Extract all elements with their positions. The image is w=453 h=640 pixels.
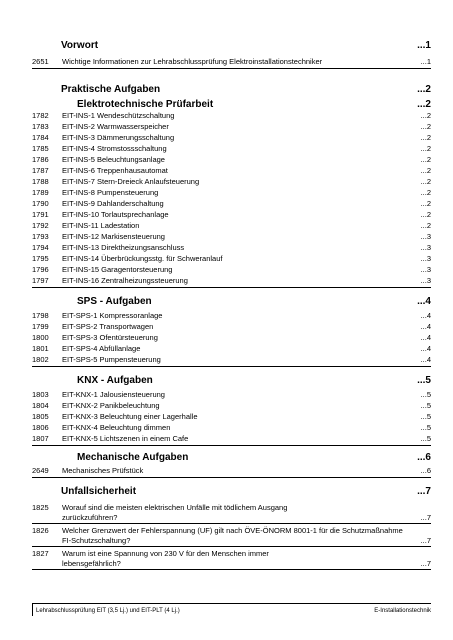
item-title: EIT-INS-13 Direktheizungsanschluss [62,243,185,252]
divider [32,68,431,69]
item-title: EIT-INS-12 Markisensteuerung [62,232,165,241]
item-page: ...4 [420,311,431,320]
question-line-2: FI-Schutzschaltung? [62,536,131,545]
section-page: ...4 [417,296,431,307]
item-page: ...5 [420,390,431,399]
section-title: Praktische Aufgaben [61,84,161,95]
item-number: 1787 [32,166,49,175]
question-line-2: lebensgefährlich? [62,559,121,568]
item-title: EIT-INS-3 Dämmerungsschaltung [62,133,175,142]
item-title: Wichtige Informationen zur Lehrabschlussprüfung Elektroinstallationstechniker [62,57,323,66]
item-number: 1800 [32,333,49,342]
divider [32,445,431,446]
item-title: EIT-INS-10 Torlautsprechanlage [62,210,169,219]
item-title: EIT-INS-16 Zentralheizungssteuerung [62,276,188,285]
item-number: 1795 [32,254,49,263]
item-number: 1796 [32,265,49,274]
item-page: ...1 [420,57,431,66]
item-page: ...2 [420,221,431,230]
footer-subject: E-Installationstechnik [374,608,431,614]
item-page: ...2 [420,177,431,186]
item-number: 1827 [32,549,49,558]
item-number: 1790 [32,199,49,208]
item-number: 1783 [32,122,49,131]
item-number: 1801 [32,344,49,353]
item-number: 1798 [32,311,49,320]
item-number: 1799 [32,322,49,331]
item-page: ...4 [420,344,431,353]
item-title: EIT-INS-2 Warmwasserspeicher [62,122,169,131]
item-title: EIT-INS-8 Pumpensteuerung [62,188,159,197]
item-number: 1793 [32,232,49,241]
item-number: 1788 [32,177,49,186]
item-title: EIT-KNX-1 Jalousiensteuerung [62,390,165,399]
item-title: EIT-KNX-4 Beleuchtung dimmen [62,423,171,432]
item-page: ...7 [420,536,431,545]
item-page: ...6 [420,466,431,475]
item-number: 1792 [32,221,49,230]
item-page: ...2 [420,111,431,120]
item-page: ...4 [420,355,431,364]
item-title: EIT-INS-5 Beleuchtungsanlage [62,155,165,164]
item-number: 1786 [32,155,49,164]
item-title: EIT-INS-15 Garagentorsteuerung [62,265,173,274]
question-line-1: Warum ist eine Spannung von 230 V für den Menschen immer [62,549,269,558]
item-title: Mechanisches Prüfstück [62,466,144,475]
page-footer [32,603,431,616]
item-number: 1807 [32,434,49,443]
item-number: 1789 [32,188,49,197]
item-page: ...2 [420,199,431,208]
section-page: ...5 [417,375,431,386]
section-title: SPS - Aufgaben [77,296,152,307]
item-title: EIT-INS-11 Ladestation [62,221,140,230]
divider [32,546,431,547]
item-page: ...2 [420,122,431,131]
item-number: 1806 [32,423,49,432]
item-number: 2651 [32,57,49,66]
question-line-1: Welcher Grenzwert der Fehlerspannung (UF) gilt nach ÖVE-ÖNORM 8001-1 für die Schutzmaßnahme [62,526,403,535]
item-title: EIT-KNX-5 Lichtszenen in einem Cafe [62,434,189,443]
section-title: Vorwort [61,40,99,51]
item-title: EIT-INS-7 Stern-Dreieck Anlaufsteuerung [62,177,200,186]
item-title: EIT-SPS-2 Transportwagen [62,322,154,331]
item-title: EIT-INS-6 Treppenhausautomat [62,166,168,175]
item-page: ...3 [420,265,431,274]
item-title: EIT-INS-1 Wendeschützschaltung [62,111,175,120]
item-title: EIT-SPS-4 Abfüllanlage [62,344,141,353]
item-number: 1805 [32,412,49,421]
item-title: EIT-INS-9 Dahlanderschaltung [62,199,164,208]
item-title: EIT-KNX-3 Beleuchtung einer Lagerhalle [62,412,198,421]
item-page: ...3 [420,276,431,285]
item-page: ...5 [420,412,431,421]
item-title: EIT-SPS-3 Ofentürsteuerung [62,333,158,342]
divider [32,366,431,367]
item-number: 1797 [32,276,49,285]
item-title: EIT-SPS-5 Pumpensteuerung [62,355,161,364]
divider [32,523,431,524]
item-number: 1782 [32,111,49,120]
item-page: ...2 [420,144,431,153]
item-page: ...2 [420,210,431,219]
item-page: ...2 [420,133,431,142]
item-page: ...3 [420,232,431,241]
item-title: EIT-INS-4 Stromstossschaltung [62,144,167,153]
item-number: 1825 [32,503,49,512]
item-page: ...2 [420,166,431,175]
item-number: 1804 [32,401,49,410]
item-page: ...2 [420,188,431,197]
section-page: ...7 [417,486,431,497]
item-page: ...7 [420,513,431,522]
section-title: Mechanische Aufgaben [77,452,189,463]
question-line-2: zurückzuführen? [62,513,118,522]
divider [32,477,431,478]
divider [32,287,431,288]
item-number: 1794 [32,243,49,252]
item-number: 1826 [32,526,49,535]
item-page: ...2 [420,155,431,164]
item-page: ...7 [420,559,431,568]
item-title: EIT-SPS-1 Kompressoranlage [62,311,163,320]
section-page: ...2 [417,99,431,110]
item-page: ...5 [420,434,431,443]
footer-border [32,604,33,616]
item-page: ...4 [420,322,431,331]
item-page: ...3 [420,243,431,252]
item-number: 1784 [32,133,49,142]
item-number: 1802 [32,355,49,364]
footer-exam-title: Lehrabschlussprüfung EIT (3,5 Lj.) und EIT-PLT (4 Lj.) [36,608,180,614]
item-page: ...4 [420,333,431,342]
section-title: Elektrotechnische Prüfarbeit [77,99,214,110]
item-title: EIT-INS-14 Überbrückungsstg. für Schweranlauf [62,254,223,263]
item-number: 1785 [32,144,49,153]
item-page: ...5 [420,401,431,410]
section-page: ...6 [417,452,431,463]
item-page: ...5 [420,423,431,432]
question-line-1: Worauf sind die meisten elektrischen Unfälle mit tödlichem Ausgang [62,503,288,512]
section-page: ...2 [417,84,431,95]
section-title: Unfallsicherheit [61,486,137,497]
item-number: 1791 [32,210,49,219]
divider [32,569,431,570]
item-number: 2649 [32,466,49,475]
section-title: KNX - Aufgaben [77,375,153,386]
section-page: ...1 [417,40,431,51]
item-number: 1803 [32,390,49,399]
item-page: ...3 [420,254,431,263]
item-title: EIT-KNX-2 Panikbeleuchtung [62,401,160,410]
